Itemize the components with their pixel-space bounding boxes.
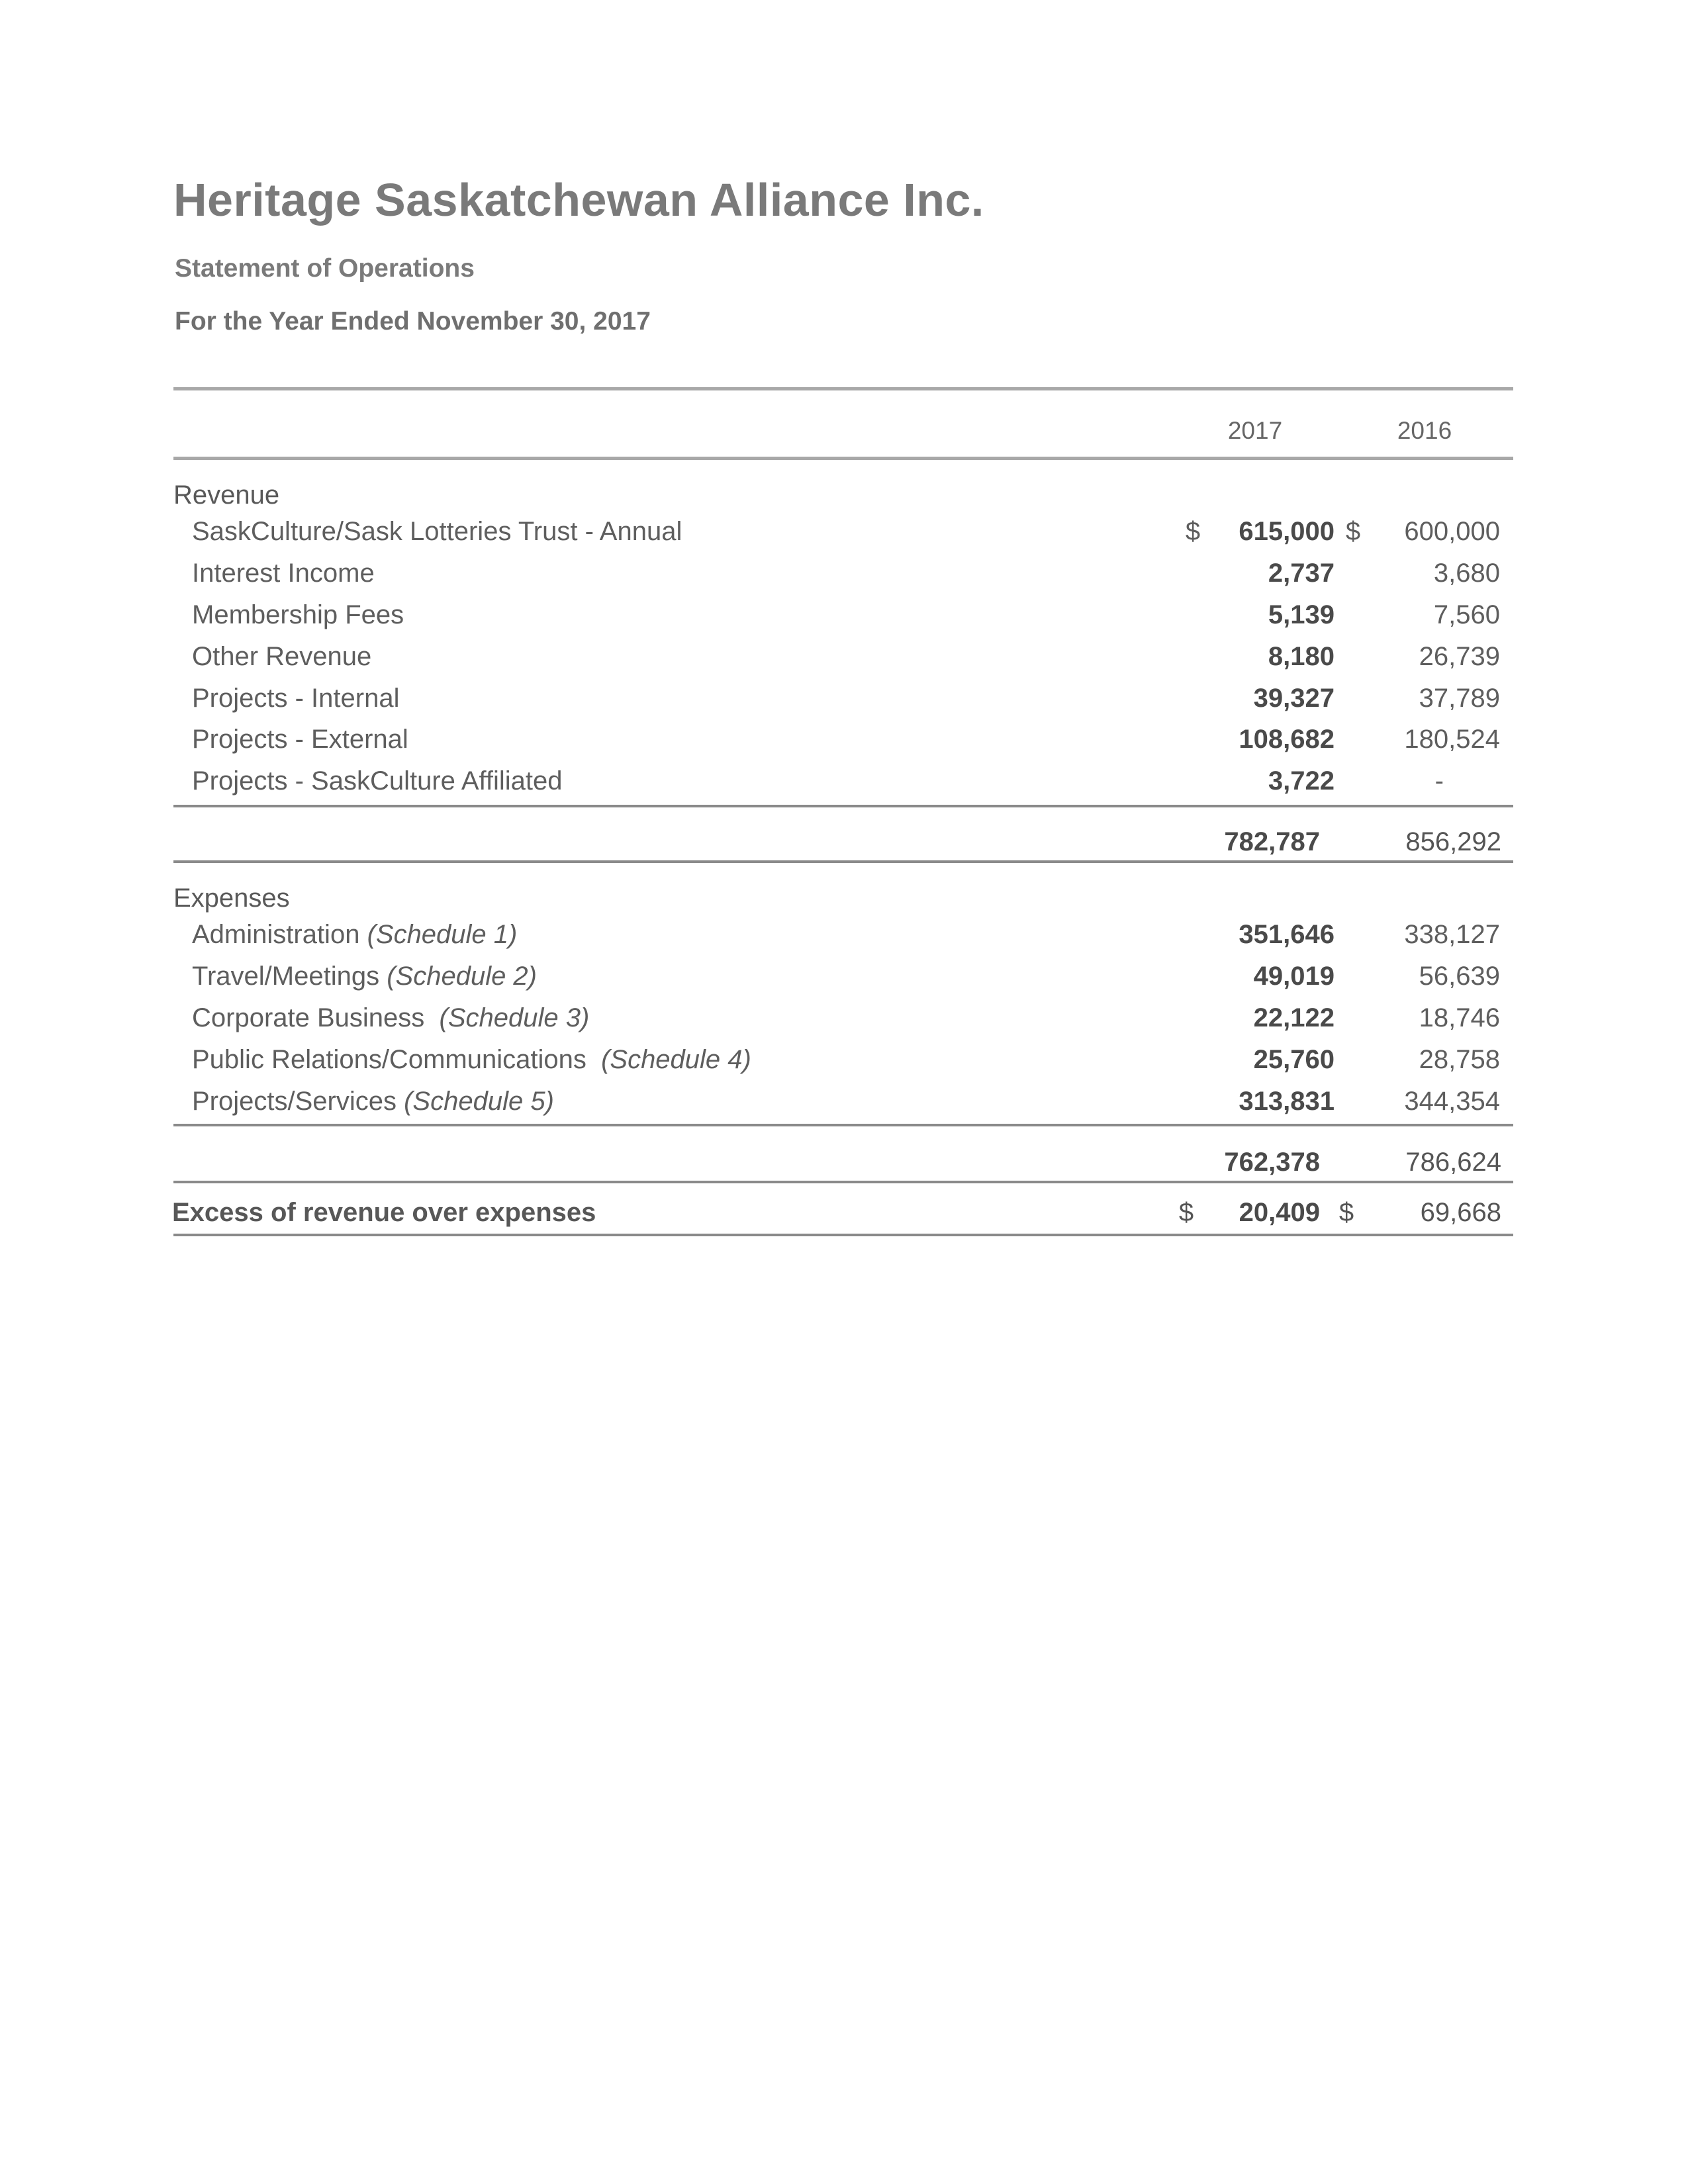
subtotal-rule [173, 1124, 1513, 1126]
excess-2017: 20,409 [1239, 1198, 1320, 1227]
value-2016: 7,560 [1433, 600, 1500, 629]
value-2016: 180,524 [1404, 725, 1500, 754]
column-header-2016: 2016 [1397, 417, 1452, 444]
value-2017: 22,122 [1253, 1003, 1335, 1032]
expense-row [173, 1045, 1513, 1086]
currency-symbol: $ [1345, 517, 1361, 546]
revenue-total-2017: 782,787 [1224, 827, 1320, 856]
value-2017: 351,646 [1239, 920, 1335, 949]
expenses-heading: Expenses [173, 884, 290, 913]
value-2017: 5,139 [1268, 600, 1335, 629]
schedule-ref: (Schedule 2) [387, 962, 537, 991]
revenue-label: Projects - SaskCulture Affiliated [192, 766, 563, 796]
value-2016: 28,758 [1419, 1045, 1500, 1074]
column-header-2017: 2017 [1227, 417, 1283, 444]
value-2016: 600,000 [1404, 517, 1500, 546]
revenue-heading: Revenue [173, 480, 280, 510]
value-2016: 18,746 [1419, 1003, 1500, 1032]
final-rule [173, 1234, 1513, 1236]
revenue-label: Interest Income [192, 559, 375, 588]
value-2017: 3,722 [1268, 766, 1335, 796]
value-2017: 2,737 [1268, 559, 1335, 588]
schedule-ref: (Schedule 3) [439, 1003, 590, 1032]
value-2016: 26,739 [1419, 642, 1500, 671]
revenue-row [173, 766, 1513, 807]
schedule-ref: (Schedule 5) [404, 1087, 554, 1116]
total-rule [173, 860, 1513, 863]
revenue-label: Other Revenue [192, 642, 372, 671]
revenue-label: Membership Fees [192, 600, 404, 629]
revenue-row [173, 725, 1513, 766]
revenue-row [173, 684, 1513, 725]
value-2016: 3,680 [1433, 559, 1500, 588]
currency-symbol: $ [1185, 517, 1201, 546]
expense-row [173, 962, 1513, 1003]
excess-label: Excess of revenue over expenses [172, 1198, 596, 1227]
excess-2016: 69,668 [1420, 1198, 1501, 1227]
period-label: For the Year Ended November 30, 2017 [175, 307, 651, 336]
value-2016: 37,789 [1419, 684, 1500, 713]
expense-row [173, 1003, 1513, 1044]
expense-row [173, 920, 1513, 961]
value-2016: 344,354 [1404, 1087, 1500, 1116]
revenue-row [173, 642, 1513, 683]
total-rule [173, 1181, 1513, 1183]
revenue-row [173, 517, 1513, 558]
revenue-label: SaskCulture/Sask Lotteries Trust - Annual [192, 517, 682, 546]
schedule-ref: (Schedule 4) [601, 1045, 751, 1074]
expenses-total-2017: 762,378 [1224, 1148, 1320, 1177]
revenue-row [173, 600, 1513, 641]
header-rule [173, 457, 1513, 460]
expense-label: Administration (Schedule 1) [192, 920, 518, 949]
value-2017: 108,682 [1239, 725, 1335, 754]
value-2016: - [1434, 766, 1444, 796]
organization-title: Heritage Saskatchewan Alliance Inc. [173, 174, 984, 226]
expense-label: Travel/Meetings (Schedule 2) [192, 962, 537, 991]
value-2016: 338,127 [1404, 920, 1500, 949]
value-2017: 8,180 [1268, 642, 1335, 671]
currency-symbol: $ [1338, 1198, 1354, 1227]
revenue-label: Projects - Internal [192, 684, 400, 713]
revenue-row [173, 559, 1513, 600]
top-rule [173, 387, 1513, 390]
expense-label: Projects/Services (Schedule 5) [192, 1087, 554, 1116]
value-2017: 39,327 [1253, 684, 1335, 713]
currency-symbol: $ [1178, 1198, 1194, 1227]
value-2017: 49,019 [1253, 962, 1335, 991]
schedule-ref: (Schedule 1) [367, 920, 518, 949]
subtotal-rule [173, 805, 1513, 807]
expense-row [173, 1087, 1513, 1128]
statement-title: Statement of Operations [175, 254, 475, 283]
value-2017: 615,000 [1239, 517, 1335, 546]
expenses-total-2016: 786,624 [1405, 1148, 1501, 1177]
revenue-total-2016: 856,292 [1405, 827, 1501, 856]
value-2017: 313,831 [1239, 1087, 1335, 1116]
revenue-label: Projects - External [192, 725, 408, 754]
value-2017: 25,760 [1253, 1045, 1335, 1074]
expense-label: Corporate Business (Schedule 3) [192, 1003, 590, 1032]
value-2016: 56,639 [1419, 962, 1500, 991]
expense-label: Public Relations/Communications (Schedule 4) [192, 1045, 751, 1074]
